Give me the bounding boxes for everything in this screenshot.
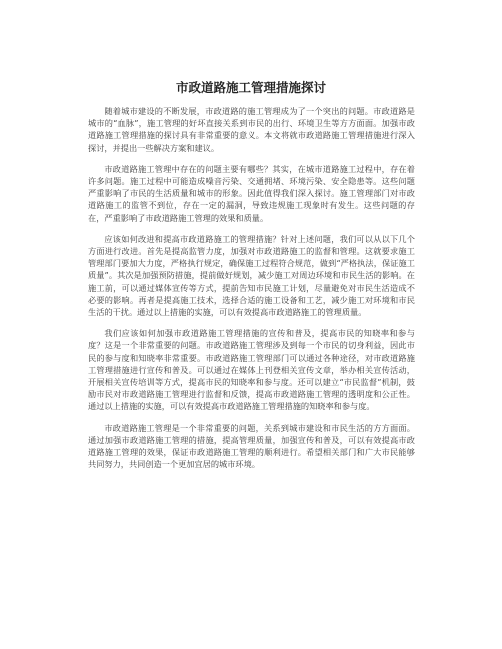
document-body [88,105,415,479]
paragraph-conclusion: 市政道路施工管理是一个非常重要的问题，关系到城市建设和市民生活的方方面面。通过加强市政道路施工管理的措施，提高管理质量，加强宣传和普及，可以有效提高市政道路施工管理的效果，保证市政道路施工管理的顺利进行。希望相关部门和广大市民能够共同努力，共同创造一个更加宜居的城市环境。 [88,422,415,470]
paragraph-intro: 随着城市建设的不断发展，市政道路的施工管理成为了一个突出的问题。市政道路是城市的“血脉”，施工管理的好坏直接关系到市民的出行、环境卫生等方方面面。加强市政道路施工管理措施的探讨具有非常重要的意义。本文将就市政道路施工管理措施进行深入探讨，并提出一些解决方案和建议。 [88,106,415,153]
paragraph-publicity: 我们应该如何加强市政道路施工管理措施的宣传和普及，提高市民的知晓率和参与度？这是一个非常重要的问题。市政道路施工管理涉及到每一个市民的切身利益，因此市民的参与度和知晓率非常重要。市政道路施工管理部门可以通过各种途径，对市政道路施工管理措施进行宣传和普及。可以通过在媒体上刊登相关宣传文章，举办相关宣传活动，开展相关宣传培训等方式，提高市民的知晓率和参与度。还可以建立“市民监督”机制，鼓励市民对市政道路施工管理进行监督和反馈，提高市政道路施工管理的透明度和公正性。通过以上措施的实施，可以有效提高市政道路施工管理措施的知晓率和参与度。 [88,328,415,412]
document-title: 市政道路施工管理措施探讨 [175,80,326,95]
paragraph-problems: 市政道路施工管理中存在的问题主要有哪些？其实，在城市道路施工过程中，存在着许多问题。施工过程中可能造成噪音污染、交通拥堵、环境污染、安全隐患等。这些问题严重影响了市民的生活质量和城市的形象。因此值得我们深入探讨。施工管理部门对市政道路施工的监管不到位，存在一定的漏洞，导致违规施工现象时有发生。这些问题的存在，严重影响了市政道路施工管理的效果和质量。 [88,163,415,223]
paragraph-improvements: 应该如何改进和提高市政道路施工的管理措施？针对上述问题，我们可以从以下几个方面进行改进。首先是提高监管力度，加强对市政道路施工的监督和管理。这就要求施工管理部门要加大力度，严格执行规定，确保施工过程符合规范，做到“严格执法，保证施工质量”。其次是加强预防措施，提前做好规划，减少施工对周边环境和市民生活的影响。在施工前，可以通过媒体宣传等方式，提前告知市民施工计划，尽量避免对市民生活造成不必要的影响。再者是提高施工技术，选择合适的施工设备和工艺，减少施工对环境和市民生活的干扰。通过以上措施的实施，可以有效提高市政道路施工的管理质量。 [88,233,415,318]
